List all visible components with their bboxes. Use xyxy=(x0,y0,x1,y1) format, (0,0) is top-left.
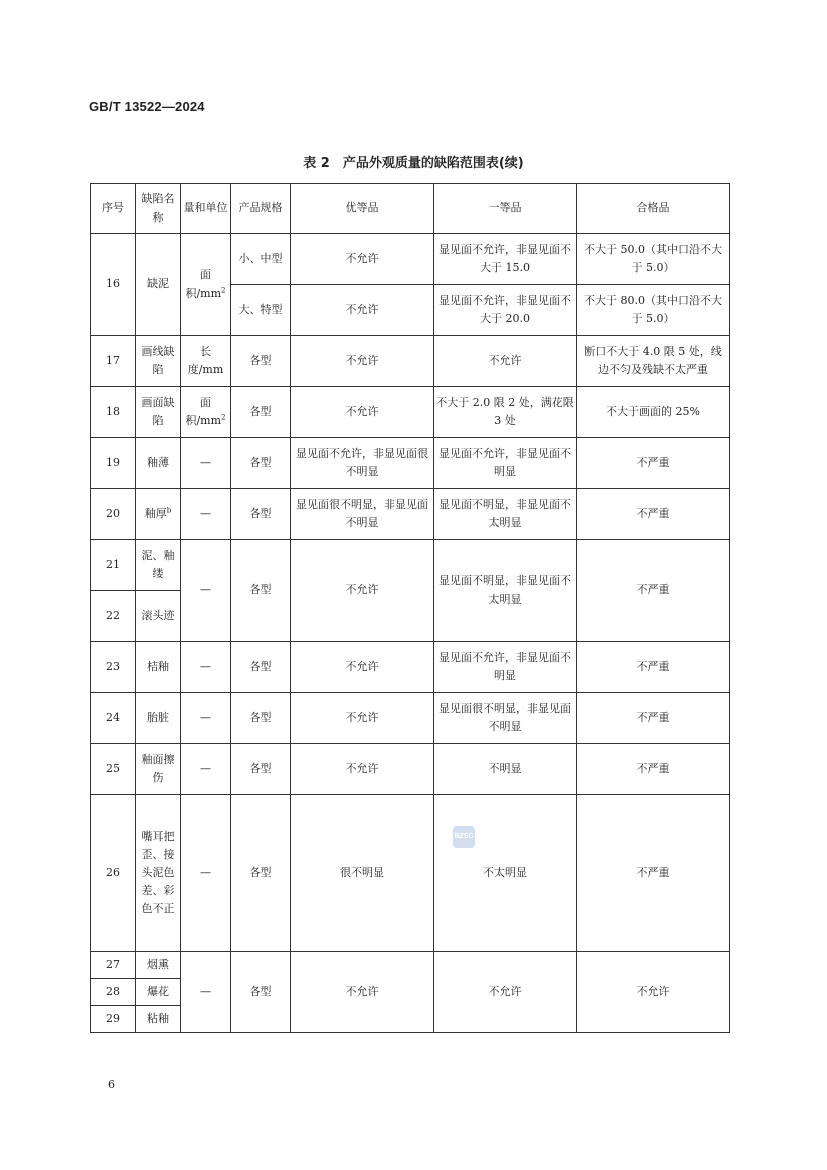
cell-unit: — xyxy=(181,489,231,540)
cell-name: 釉面擦伤 xyxy=(136,744,181,795)
header-seq: 序号 xyxy=(91,184,136,234)
header-qualified: 合格品 xyxy=(577,184,730,234)
cell-spec: 各型 xyxy=(231,952,291,1033)
cell-unit: — xyxy=(181,438,231,489)
cell-seq: 22 xyxy=(91,591,136,642)
cell-first: 不太明显 xyxy=(434,795,577,952)
table-header-row xyxy=(91,184,730,234)
cell-qualified: 断口不大于 4.0 限 5 处，线边不匀及残缺不太严重 xyxy=(577,336,730,387)
cell-unit: 长度/mm xyxy=(181,336,231,387)
cell-qualified: 不严重 xyxy=(577,795,730,952)
cell-first: 不大于 2.0 限 2 处，满花限 3 处 xyxy=(434,387,577,438)
header-first: 一等品 xyxy=(434,184,577,234)
table-row xyxy=(91,693,730,744)
cell-name: 画面缺陷 xyxy=(136,387,181,438)
cell-spec: 各型 xyxy=(231,795,291,952)
table-row xyxy=(91,795,730,952)
cell-spec: 各型 xyxy=(231,336,291,387)
cell-spec: 大、特型 xyxy=(231,285,291,336)
table-row xyxy=(91,234,730,285)
cell-seq: 20 xyxy=(91,489,136,540)
document-code: GB/T 13522—2024 xyxy=(89,99,205,114)
cell-premium: 不允许 xyxy=(291,285,434,336)
watermark-logo: BZSC xyxy=(453,826,475,848)
cell-unit: — xyxy=(181,540,231,642)
cell-seq: 28 xyxy=(91,979,136,1006)
table-row xyxy=(91,336,730,387)
table-row xyxy=(91,952,730,979)
cell-first: 不允许 xyxy=(434,952,577,1033)
cell-spec: 各型 xyxy=(231,693,291,744)
cell-premium: 不允许 xyxy=(291,744,434,795)
cell-seq: 24 xyxy=(91,693,136,744)
header-unit: 量和单位 xyxy=(181,184,231,234)
cell-premium: 不允许 xyxy=(291,234,434,285)
cell-qualified: 不严重 xyxy=(577,744,730,795)
cell-unit: 面积$/mm^2$ xyxy=(181,387,231,438)
cell-first: 显见面不允许，非显见面不大于 20.0 xyxy=(434,285,577,336)
cell-premium: 很不明显 xyxy=(291,795,434,952)
defect-range-table xyxy=(90,183,730,1033)
cell-premium: 显见面不允许，非显见面很不明显 xyxy=(291,438,434,489)
page-number: 6 xyxy=(108,1078,115,1091)
cell-premium: 显见面很不明显，非显见面不明显 xyxy=(291,489,434,540)
table-row xyxy=(91,642,730,693)
cell-first: 显见面不允许，非显见面不明显 xyxy=(434,642,577,693)
cell-qualified: 不允许 xyxy=(577,952,730,1033)
table-title: 表 2 产品外观质量的缺陷范围表(续) xyxy=(303,156,524,171)
cell-premium: 不允许 xyxy=(291,387,434,438)
cell-spec: 各型 xyxy=(231,540,291,642)
cell-premium: 不允许 xyxy=(291,642,434,693)
cell-seq: 29 xyxy=(91,1006,136,1033)
table-row xyxy=(91,744,730,795)
cell-name: 画线缺陷 xyxy=(136,336,181,387)
cell-seq: 16 xyxy=(91,234,136,336)
cell-unit: — xyxy=(181,744,231,795)
cell-spec: 各型 xyxy=(231,744,291,795)
cell-qualified: 不严重 xyxy=(577,642,730,693)
cell-name: 粘釉 xyxy=(136,1006,181,1033)
cell-unit: — xyxy=(181,795,231,952)
cell-seq: 26 xyxy=(91,795,136,952)
cell-name: 胎脏 xyxy=(136,693,181,744)
cell-name: 泥、釉缕 xyxy=(136,540,181,591)
table-row xyxy=(91,540,730,591)
cell-first: 显见面不明显，非显见面不太明显 xyxy=(434,489,577,540)
cell-premium: 不允许 xyxy=(291,952,434,1033)
cell-seq: 21 xyxy=(91,540,136,591)
cell-unit: 面积$/mm^2$ xyxy=(181,234,231,336)
cell-premium: 不允许 xyxy=(291,693,434,744)
header-premium: 优等品 xyxy=(291,184,434,234)
cell-first: 不明显 xyxy=(434,744,577,795)
cell-spec: 小、中型 xyxy=(231,234,291,285)
cell-name: 桔釉 xyxy=(136,642,181,693)
cell-unit: — xyxy=(181,693,231,744)
cell-name: 釉薄 xyxy=(136,438,181,489)
cell-seq: 17 xyxy=(91,336,136,387)
cell-name: 缺泥 xyxy=(136,234,181,336)
cell-qualified: 不严重 xyxy=(577,438,730,489)
cell-spec: 各型 xyxy=(231,387,291,438)
cell-unit: — xyxy=(181,642,231,693)
cell-name: 爆花 xyxy=(136,979,181,1006)
cell-premium: 不允许 xyxy=(291,540,434,642)
cell-unit: — xyxy=(181,952,231,1033)
cell-qualified: 不严重 xyxy=(577,540,730,642)
cell-qualified: 不严重 xyxy=(577,693,730,744)
cell-seq: 23 xyxy=(91,642,136,693)
footnote-marker: b xyxy=(166,506,172,515)
cell-name: 嘴耳把歪、接头泥色差、彩色不正 xyxy=(136,795,181,952)
cell-qualified: 不大于 50.0（其中口沿不大于 5.0） xyxy=(577,234,730,285)
cell-qualified: 不严重 xyxy=(577,489,730,540)
cell-first: 显见面不明显，非显见面不太明显 xyxy=(434,540,577,642)
cell-first: 显见面不允许，非显见面不明显 xyxy=(434,438,577,489)
cell-first: 显见面不允许，非显见面不大于 15.0 xyxy=(434,234,577,285)
table-row xyxy=(91,489,730,540)
cell-premium: 不允许 xyxy=(291,336,434,387)
cell-name: 釉厚$^b$ xyxy=(136,489,181,540)
cell-first: 不允许 xyxy=(434,336,577,387)
cell-spec: 各型 xyxy=(231,438,291,489)
header-name: 缺陷名称 xyxy=(136,184,181,234)
table-row xyxy=(91,387,730,438)
cell-first: 显见面很不明显，非显见面不明显 xyxy=(434,693,577,744)
cell-seq: 27 xyxy=(91,952,136,979)
cell-qualified: 不大于画面的 25% xyxy=(577,387,730,438)
table-row xyxy=(91,438,730,489)
cell-seq: 25 xyxy=(91,744,136,795)
cell-qualified: 不大于 80.0（其中口沿不大于 5.0） xyxy=(577,285,730,336)
cell-seq: 18 xyxy=(91,387,136,438)
header-spec: 产品规格 xyxy=(231,184,291,234)
cell-spec: 各型 xyxy=(231,489,291,540)
cell-spec: 各型 xyxy=(231,642,291,693)
cell-name: 滚头迹 xyxy=(136,591,181,642)
cell-seq: 19 xyxy=(91,438,136,489)
cell-name: 烟熏 xyxy=(136,952,181,979)
